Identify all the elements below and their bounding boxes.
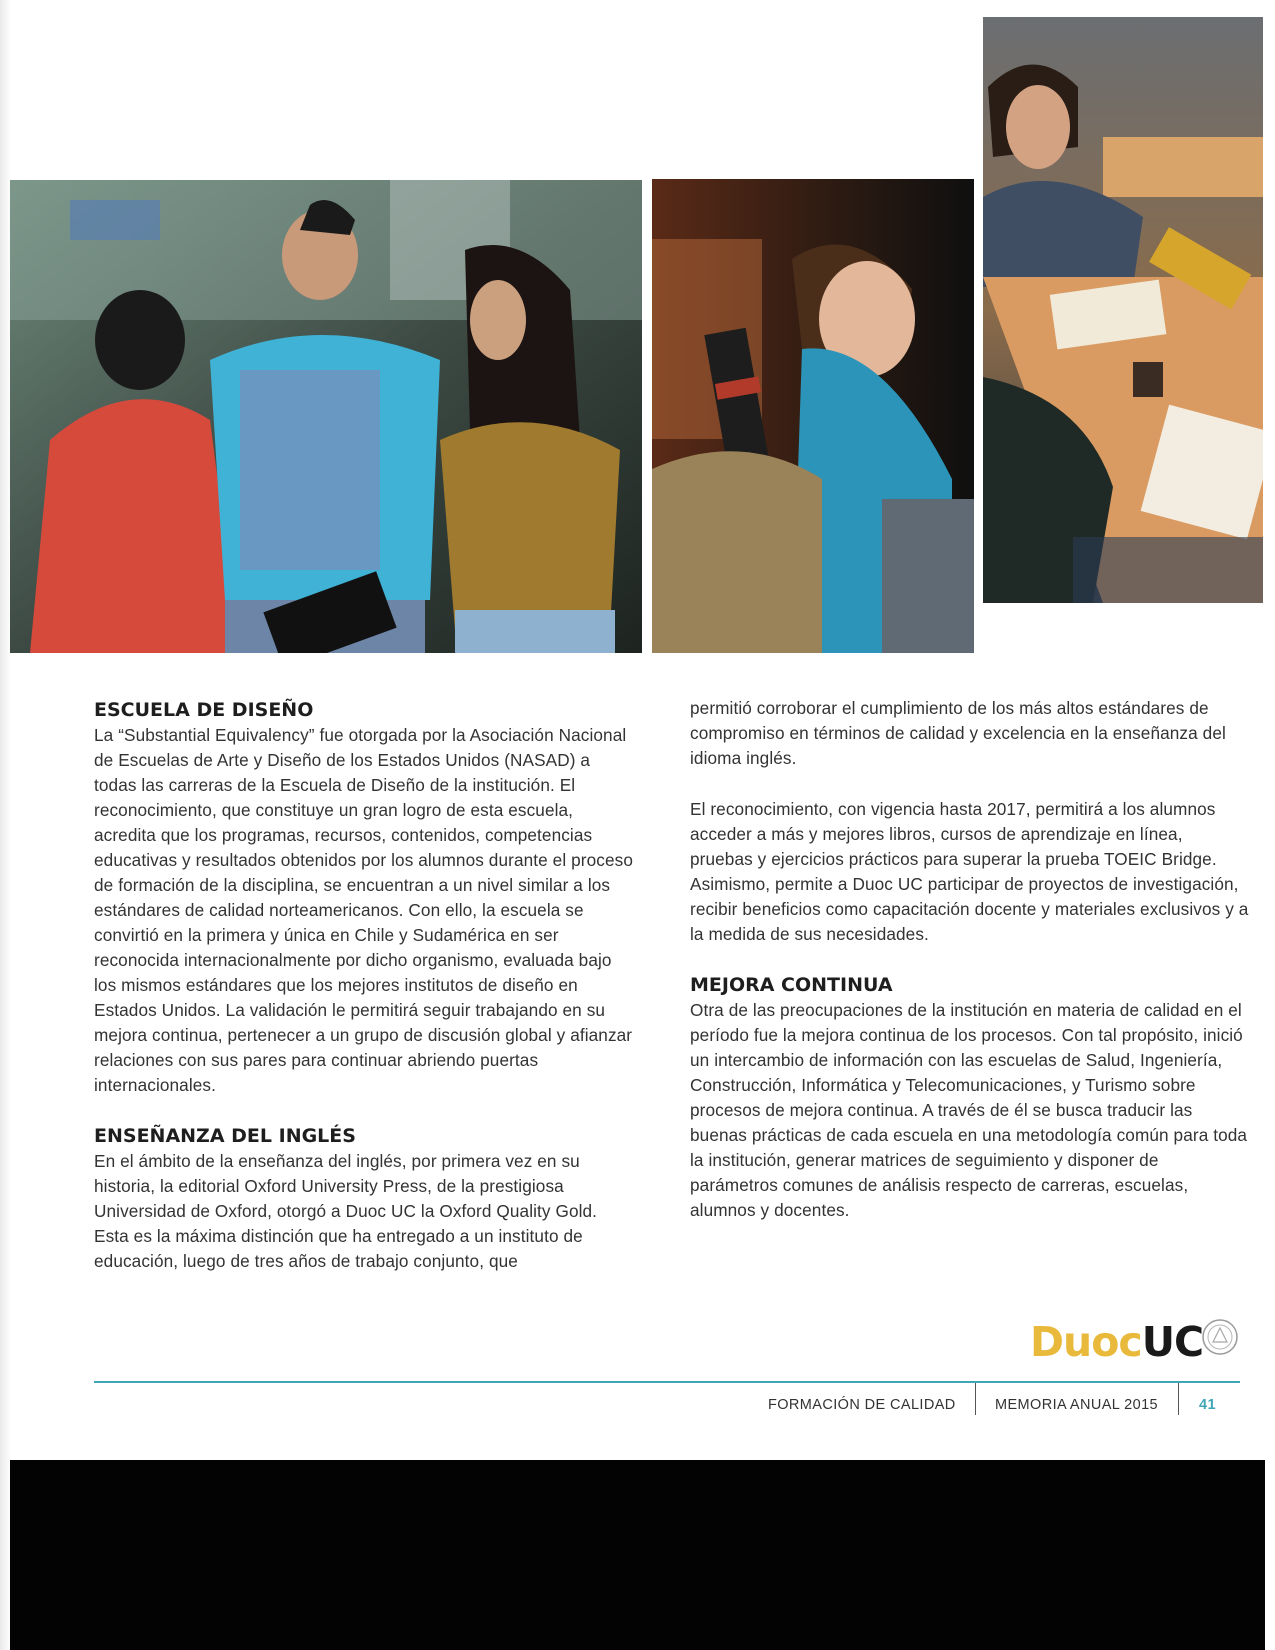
student-with-backpack-photo [652, 179, 974, 653]
paragraph-mejora-continua: Otra de las preocupaciones de la institución en materia de calidad en el período fue la mejora continua de los procesos. Con tal propósito, inició un intercambio de información con las escuelas de Salud, Ingeniería, Construcción, Informática y Telecomunicaciones, y Turismo sobre procesos de mejora continua. A través de él se busca traducir las buenas prácticas de cada escuela en una metodología común para toda la institución, generar matrices de seguimiento y disponer de parámetros comunes de análisis respecto de carreras, escuelas, alumnos y docentes. [690, 1000, 1248, 1220]
logo-duoc-text: Duoc [1030, 1318, 1142, 1366]
students-group-photo [10, 180, 642, 653]
footer-section-label: FORMACIÓN DE CALIDAD [768, 1397, 956, 1413]
left-text-column [94, 698, 634, 1274]
page-number: 41 [1199, 1397, 1216, 1413]
paragraph-ensenanza-ingles: En el ámbito de la enseñanza del inglés, por primera vez en su historia, la editorial Oxford University Press, de la prestigiosa Universidad de Oxford, otorgó a Duoc UC la Oxford Quality Gold. Esta es la máxima distinción que ha entregado a un instituto de educación, luego de tres años de trabajo conjunto, que [94, 1151, 598, 1271]
footer-divider [975, 1383, 976, 1415]
paragraph-ingles-continuation: permitió corroborar el cumplimiento de los más altos estándares de compromiso en términos de calidad y excelencia en la enseñanza del idioma inglés. [690, 698, 1226, 768]
heading-ensenanza-ingles: ENSEÑANZA DEL INGLÉS [94, 1125, 356, 1147]
scan-black-band [10, 1460, 1265, 1650]
heading-escuela-diseno: ESCUELA DE DISEÑO [94, 699, 314, 721]
footer-rule [94, 1381, 1240, 1383]
students-studying-photo [983, 17, 1263, 603]
duoc-uc-logo [1030, 1318, 1203, 1366]
heading-mejora-continua: MEJORA CONTINUA [690, 974, 893, 996]
footer-publication-label: MEMORIA ANUAL 2015 [995, 1397, 1159, 1413]
paragraph-ingles-reconocimiento: El reconocimiento, con vigencia hasta 2017, permitirá a los alumnos acceder a más y mejores libros, cursos de aprendizaje en línea, pruebas y ejercicios prácticos para superar la prueba TOEIC Bridge. Asimismo, permite a Duoc UC participar de proyectos de investigación, recibir beneficios como capacitación docente y materiales exclusivos y a la medida de sus necesidades. [690, 799, 1249, 944]
logo-uc-text: UC [1141, 1318, 1204, 1366]
uc-seal-icon [1201, 1318, 1239, 1356]
footer-divider [1178, 1383, 1179, 1415]
paragraph-escuela-diseno: La “Substantial Equivalency” fue otorgada por la Asociación Nacional de Escuelas de Arte y Diseño de los Estados Unidos (NASAD) a todas las carreras de la Escuela de Diseño de la institución. El reconocimiento, que constituye un gran logro de esta escuela, acredita que los programas, recursos, contenidos, competencias educativas y resultados obtenidos por los alumnos durante el proceso de formación de la disciplina, se encuentran a un nivel similar a los estándares de calidad norteamericanos. Con ello, la escuela se convirtió en la primera y única en Chile y Sudamérica en ser reconocida internacionalmente por dicho organismo, evaluada bajo los mismos estándares que los mejores institutos de diseño en Estados Unidos. La validación le permitirá seguir trabajando en su mejora continua, pertenecer a un grupo de discusión global y afianzar relaciones con sus pares para continuar abriendo puertas internacionales. [94, 725, 633, 1095]
right-text-column [690, 696, 1250, 1223]
